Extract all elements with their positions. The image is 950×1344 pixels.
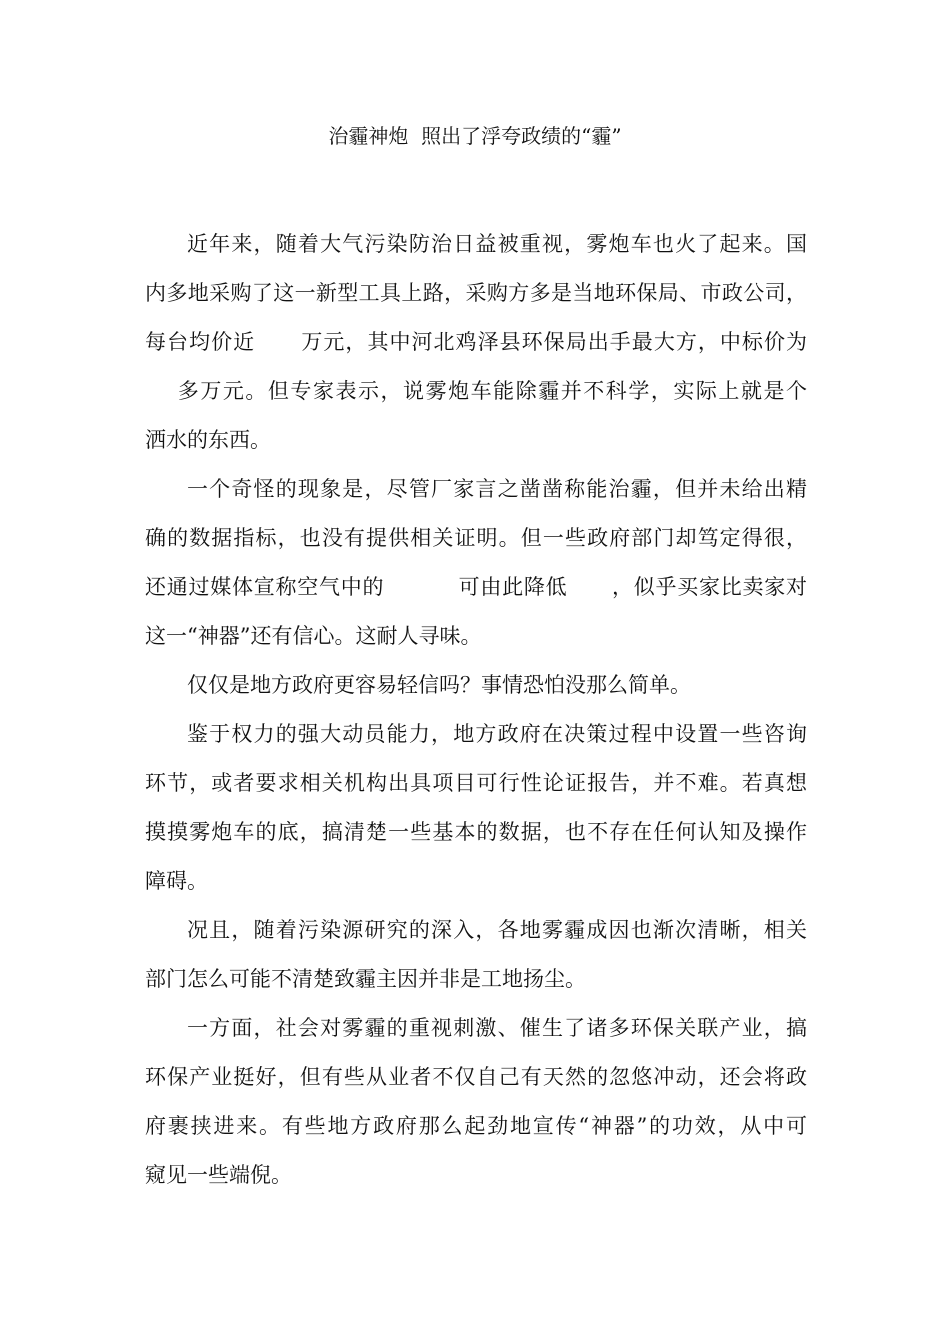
paragraph-6: [145, 1004, 807, 1200]
text-line: 一方面，社会对雾霾的重视刺激、催生了诸多环保关联产业，搞: [187, 1016, 807, 1040]
text-line: 洒水的东西。: [145, 428, 271, 452]
paragraph-2: [145, 465, 807, 661]
text-line: 内多地采购了这一新型工具上路，采购方多是当地环保局、市政公司，: [145, 281, 807, 305]
text-line: 障碍。: [145, 869, 208, 893]
paragraph-3: [145, 661, 807, 710]
text-line: 每台均价近 万元，其中河北鸡泽县环保局出手最大方，中标价为: [145, 330, 807, 354]
text-line: 这一“神器”还有信心。这耐人寻味。: [145, 624, 482, 648]
paragraph-5: [145, 906, 807, 1004]
document-body: [145, 220, 807, 1200]
text-line: 还通过媒体宣称空气中的 可由此降低 ，似乎买家比卖家对: [145, 575, 807, 599]
text-line: 摸摸雾炮车的底，搞清楚一些基本的数据，也不存在任何认知及操作: [145, 820, 807, 844]
text-line: 府裹挟进来。有些地方政府那么起劲地宣传“神器”的功效，从中可: [145, 1114, 807, 1138]
paragraph-1: [145, 220, 807, 465]
text-line: 环保产业挺好，但有些从业者不仅自己有天然的忽悠冲动，还会将政: [145, 1065, 807, 1089]
text-line: 环节，或者要求相关机构出具项目可行性论证报告，并不难。若真想: [145, 771, 807, 795]
text-line: 确的数据指标，也没有提供相关证明。但一些政府部门却笃定得很，: [145, 526, 807, 550]
text-line: 近年来，随着大气污染防治日益被重视，雾炮车也火了起来。国: [187, 232, 807, 256]
text-line: 况且，随着污染源研究的深入，各地雾霾成因也渐次清晰，相关: [187, 918, 807, 942]
text-line: 仅仅是地方政府更容易轻信吗？事情恐怕没那么简单。: [187, 673, 691, 697]
text-line: 鉴于权力的强大动员能力，地方政府在决策过程中设置一些咨询: [187, 722, 807, 746]
text-line: 部门怎么可能不清楚致霾主因并非是工地扬尘。: [145, 967, 586, 991]
paragraph-4: [145, 710, 807, 906]
text-line: 多万元。但专家表示，说雾炮车能除霾并不科学，实际上就是个: [145, 379, 807, 403]
text-line: 窥见一些端倪。: [145, 1163, 292, 1187]
document-title: 治霾神炮 照出了浮夸政绩的“霾”: [328, 124, 622, 148]
text-line: 一个奇怪的现象是，尽管厂家言之凿凿称能治霾，但并未给出精: [187, 477, 807, 501]
